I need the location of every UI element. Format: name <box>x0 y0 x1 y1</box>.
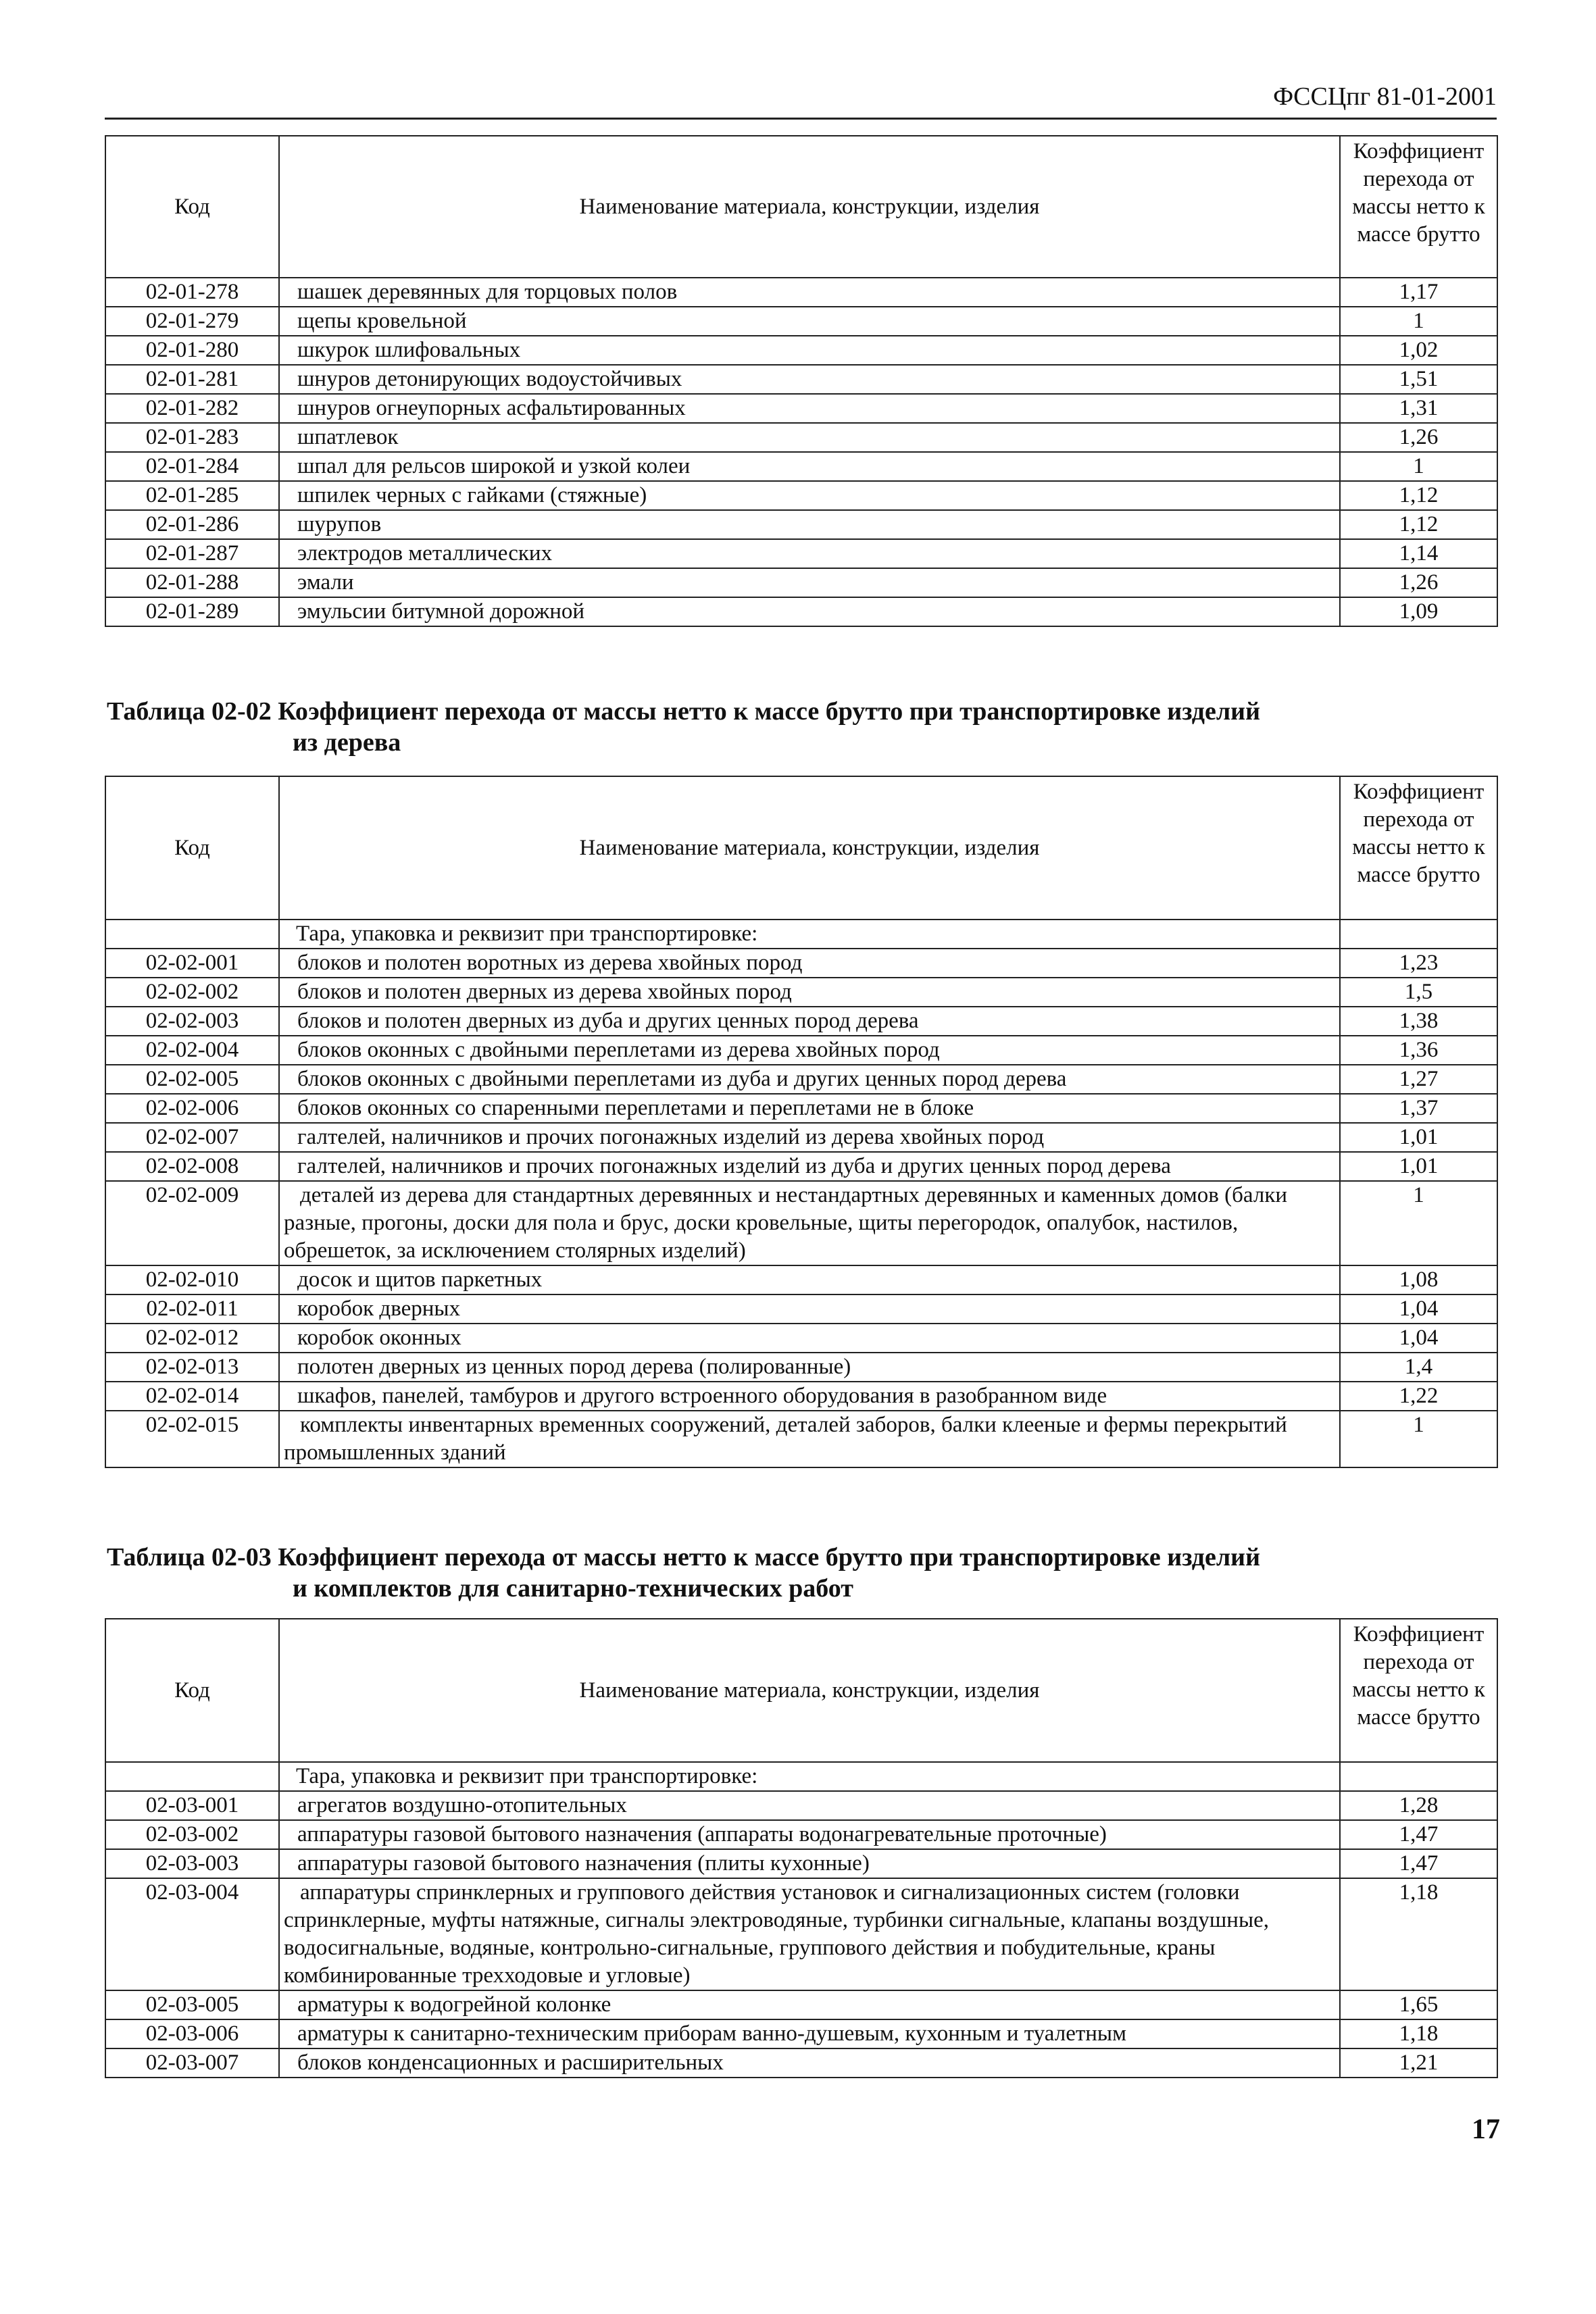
row-coefficient: 1,31 <box>1340 394 1497 423</box>
row-name: блоков и полотен дверных из дерева хвойных пород <box>279 978 1340 1007</box>
row-coefficient: 1,28 <box>1340 1791 1497 1820</box>
row-name: агрегатов воздушно-отопительных <box>279 1791 1340 1820</box>
row-code: 02-01-281 <box>105 365 279 394</box>
row-coefficient: 1,09 <box>1340 597 1497 626</box>
table-row <box>105 1152 1497 1181</box>
column-header-name: Наименование материала, конструкции, изделия <box>279 136 1340 278</box>
row-code: 02-02-010 <box>105 1265 279 1294</box>
caption-line-1: Таблица 02-02 Коэффициент перехода от массы нетто к массе брутто при транспортировке изделий <box>107 697 1260 726</box>
row-coefficient: 1,26 <box>1340 568 1497 597</box>
table-header-row <box>105 136 1497 278</box>
row-name: коробок оконных <box>279 1324 1340 1353</box>
table-row <box>105 2048 1497 2078</box>
row-coefficient: 1,02 <box>1340 336 1497 365</box>
row-code: 02-02-011 <box>105 1294 279 1324</box>
row-code: 02-01-280 <box>105 336 279 365</box>
row-coefficient: 1,65 <box>1340 1990 1497 2019</box>
column-header-coefficient: Коэффициент перехода от массы нетто к массе брутто <box>1340 136 1497 278</box>
table-header-row <box>105 776 1497 920</box>
table-row <box>105 1990 1497 2019</box>
row-code: 02-03-006 <box>105 2019 279 2048</box>
row-coefficient: 1,14 <box>1340 539 1497 568</box>
row-code: 02-01-279 <box>105 307 279 336</box>
column-header-code: Код <box>105 136 279 278</box>
table-row <box>105 1036 1497 1065</box>
table-row <box>105 481 1497 510</box>
column-header-coefficient: Коэффициент перехода от массы нетто к массе брутто <box>1340 776 1497 920</box>
row-coefficient: 1,47 <box>1340 1820 1497 1849</box>
row-coefficient: 1,04 <box>1340 1294 1497 1324</box>
row-coefficient: 1,47 <box>1340 1849 1497 1878</box>
table-row <box>105 1849 1497 1878</box>
row-coefficient: 1,18 <box>1340 1878 1497 1990</box>
section-row <box>105 920 1497 949</box>
row-coefficient: 1,01 <box>1340 1123 1497 1152</box>
column-header-name: Наименование материала, конструкции, изделия <box>279 1619 1340 1762</box>
row-code: 02-02-004 <box>105 1036 279 1065</box>
table-row <box>105 1123 1497 1152</box>
row-name: блоков и полотен дверных из дуба и других ценных пород дерева <box>279 1007 1340 1036</box>
column-header-code: Код <box>105 776 279 920</box>
row-code: 02-02-003 <box>105 1007 279 1036</box>
row-name: блоков конденсационных и расширительных <box>279 2048 1340 2078</box>
row-code: 02-02-008 <box>105 1152 279 1181</box>
row-name: коробок дверных <box>279 1294 1340 1324</box>
table-row <box>105 1324 1497 1353</box>
row-code: 02-02-015 <box>105 1411 279 1467</box>
row-name: блоков оконных со спаренными переплетами и переплетами не в блоке <box>279 1094 1340 1123</box>
section-code-cell <box>105 1762 279 1791</box>
table-row <box>105 307 1497 336</box>
table-02-02-caption <box>107 696 1458 758</box>
table-row <box>105 1094 1497 1123</box>
row-coefficient: 1,08 <box>1340 1265 1497 1294</box>
table-row <box>105 423 1497 452</box>
column-header-name: Наименование материала, конструкции, изделия <box>279 776 1340 920</box>
row-name: эмали <box>279 568 1340 597</box>
table-row <box>105 1181 1497 1265</box>
row-code: 02-02-007 <box>105 1123 279 1152</box>
row-name: блоков оконных с двойными переплетами из дерева хвойных пород <box>279 1036 1340 1065</box>
row-name: шпатлевок <box>279 423 1340 452</box>
row-coefficient: 1,18 <box>1340 2019 1497 2048</box>
row-coefficient: 1 <box>1340 1411 1497 1467</box>
row-name: комплекты инвентарных временных сооружений, деталей заборов, балки клееные и фермы перекрытий промышленных зданий <box>279 1411 1340 1467</box>
row-coefficient: 1,37 <box>1340 1094 1497 1123</box>
row-coefficient: 1,22 <box>1340 1382 1497 1411</box>
row-coefficient: 1,23 <box>1340 949 1497 978</box>
row-code: 02-02-013 <box>105 1353 279 1382</box>
row-code: 02-01-285 <box>105 481 279 510</box>
section-label: Тара, упаковка и реквизит при транспортировке: <box>279 1762 1340 1791</box>
table-row <box>105 1353 1497 1382</box>
row-name: блоков оконных с двойными переплетами из дуба и других ценных пород дерева <box>279 1065 1340 1094</box>
row-code: 02-02-012 <box>105 1324 279 1353</box>
row-code: 02-03-005 <box>105 1990 279 2019</box>
row-coefficient: 1 <box>1340 307 1497 336</box>
page-number: 17 <box>1472 2114 1500 2145</box>
row-code: 02-02-006 <box>105 1094 279 1123</box>
row-name: шпал для рельсов широкой и узкой колеи <box>279 452 1340 481</box>
row-coefficient: 1,12 <box>1340 481 1497 510</box>
row-code: 02-03-004 <box>105 1878 279 1990</box>
table-02-01 <box>105 135 1498 627</box>
document-code: ФССЦпг 81-01-2001 <box>1273 82 1497 111</box>
row-name: шкурок шлифовальных <box>279 336 1340 365</box>
row-coefficient: 1,12 <box>1340 510 1497 539</box>
table-row <box>105 278 1497 307</box>
row-name: шашек деревянных для торцовых полов <box>279 278 1340 307</box>
caption-line-2: и комплектов для санитарно-технических работ <box>293 1574 853 1603</box>
table-header-row <box>105 1619 1497 1762</box>
row-name: досок и щитов паркетных <box>279 1265 1340 1294</box>
row-coefficient: 1,21 <box>1340 2048 1497 2078</box>
table-row <box>105 1820 1497 1849</box>
table-row <box>105 365 1497 394</box>
row-name: аппаратуры газовой бытового назначения (аппараты водонагревательные проточные) <box>279 1820 1340 1849</box>
row-name: арматуры к санитарно-техническим приборам ванно-душевым, кухонным и туалетным <box>279 2019 1340 2048</box>
row-code: 02-01-287 <box>105 539 279 568</box>
row-coefficient: 1,5 <box>1340 978 1497 1007</box>
row-coefficient: 1,36 <box>1340 1036 1497 1065</box>
row-name: шкафов, панелей, тамбуров и другого встроенного оборудования в разобранном виде <box>279 1382 1340 1411</box>
row-name: арматуры к водогрейной колонке <box>279 1990 1340 2019</box>
row-coefficient: 1,51 <box>1340 365 1497 394</box>
row-name: шнуров огнеупорных асфальтированных <box>279 394 1340 423</box>
table-row <box>105 1878 1497 1990</box>
row-coefficient: 1,26 <box>1340 423 1497 452</box>
table-row <box>105 1294 1497 1324</box>
row-code: 02-01-282 <box>105 394 279 423</box>
section-coef-cell <box>1340 920 1497 949</box>
section-row <box>105 1762 1497 1791</box>
row-code: 02-02-001 <box>105 949 279 978</box>
table-row <box>105 1791 1497 1820</box>
column-header-coefficient: Коэффициент перехода от массы нетто к массе брутто <box>1340 1619 1497 1762</box>
table-02-03 <box>105 1618 1498 2078</box>
row-name: эмульсии битумной дорожной <box>279 597 1340 626</box>
row-coefficient: 1 <box>1340 452 1497 481</box>
row-code: 02-02-005 <box>105 1065 279 1094</box>
table-row <box>105 597 1497 626</box>
row-code: 02-01-286 <box>105 510 279 539</box>
row-code: 02-02-002 <box>105 978 279 1007</box>
row-code: 02-01-284 <box>105 452 279 481</box>
row-name: аппаратуры спринклерных и группового действия установок и сигнализационных систем (головки спринклерные, муфты натяжные, сигналы электроводяные, турбинки сигнальные, клапаны воздушные, водосигнальные, водяные, контрольно-сигнальные, группового действия и побудительные, краны комбинированные трехходовые и угловые) <box>279 1878 1340 1990</box>
page-header <box>105 80 1497 120</box>
row-coefficient: 1,38 <box>1340 1007 1497 1036</box>
table-row <box>105 452 1497 481</box>
row-code: 02-02-009 <box>105 1181 279 1265</box>
column-header-code: Код <box>105 1619 279 1762</box>
row-coefficient: 1,27 <box>1340 1065 1497 1094</box>
row-name: галтелей, наличников и прочих погонажных изделий из дерева хвойных пород <box>279 1123 1340 1152</box>
row-code: 02-01-289 <box>105 597 279 626</box>
row-coefficient: 1 <box>1340 1181 1497 1265</box>
row-coefficient: 1,04 <box>1340 1324 1497 1353</box>
table-row <box>105 394 1497 423</box>
caption-line-2: из дерева <box>293 728 401 757</box>
row-code: 02-03-001 <box>105 1791 279 1820</box>
table-row <box>105 1382 1497 1411</box>
row-name: шнуров детонирующих водоустойчивых <box>279 365 1340 394</box>
row-coefficient: 1,01 <box>1340 1152 1497 1181</box>
row-name: полотен дверных из ценных пород дерева (полированные) <box>279 1353 1340 1382</box>
row-code: 02-03-002 <box>105 1820 279 1849</box>
table-row <box>105 1411 1497 1467</box>
row-code: 02-01-283 <box>105 423 279 452</box>
row-name: шурупов <box>279 510 1340 539</box>
row-code: 02-02-014 <box>105 1382 279 1411</box>
section-label: Тара, упаковка и реквизит при транспортировке: <box>279 920 1340 949</box>
row-code: 02-03-007 <box>105 2048 279 2078</box>
table-row <box>105 2019 1497 2048</box>
table-row <box>105 949 1497 978</box>
section-coef-cell <box>1340 1762 1497 1791</box>
table-row <box>105 568 1497 597</box>
row-name: галтелей, наличников и прочих погонажных изделий из дуба и других ценных пород дерева <box>279 1152 1340 1181</box>
row-name: блоков и полотен воротных из дерева хвойных пород <box>279 949 1340 978</box>
row-name: аппаратуры газовой бытового назначения (плиты кухонные) <box>279 1849 1340 1878</box>
table-02-02 <box>105 776 1498 1468</box>
table-row <box>105 1007 1497 1036</box>
table-02-03-caption <box>107 1542 1458 1604</box>
row-code: 02-03-003 <box>105 1849 279 1878</box>
table-row <box>105 539 1497 568</box>
table-row <box>105 978 1497 1007</box>
row-name: щепы кровельной <box>279 307 1340 336</box>
table-row <box>105 1265 1497 1294</box>
caption-line-1: Таблица 02-03 Коэффициент перехода от массы нетто к массе брутто при транспортировке изделий <box>107 1543 1260 1571</box>
row-coefficient: 1,4 <box>1340 1353 1497 1382</box>
table-row <box>105 510 1497 539</box>
row-coefficient: 1,17 <box>1340 278 1497 307</box>
table-row <box>105 336 1497 365</box>
row-name: деталей из дерева для стандартных деревянных и нестандартных деревянных и каменных домов (балки разные, прогоны, доски для пола и брус, доски кровельные, щиты перегородок, опалубок, настилов, обрешеток, за исключением столярных изделий) <box>279 1181 1340 1265</box>
row-code: 02-01-288 <box>105 568 279 597</box>
section-code-cell <box>105 920 279 949</box>
table-row <box>105 1065 1497 1094</box>
row-name: электродов металлических <box>279 539 1340 568</box>
row-name: шпилек черных с гайками (стяжные) <box>279 481 1340 510</box>
row-code: 02-01-278 <box>105 278 279 307</box>
